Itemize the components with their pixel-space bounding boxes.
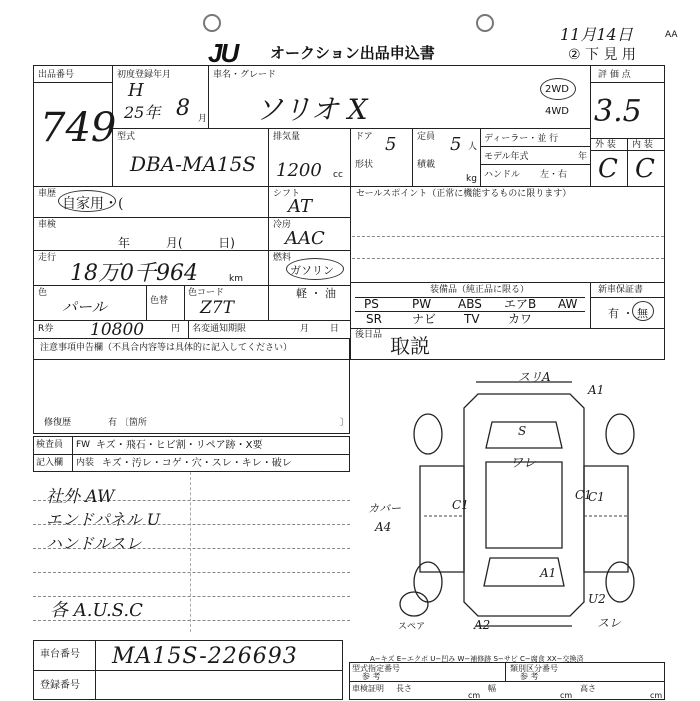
fuel-option-diesel: 軽 ・ 油 — [296, 287, 336, 300]
remark-6: 各 A.U.S.C — [50, 600, 143, 621]
history-label: 車歴 — [38, 189, 57, 199]
inspect-value: 年 月( 日) — [118, 236, 235, 250]
type-ref: 参 考 — [362, 672, 381, 681]
mark-hood: S — [518, 424, 527, 438]
registration-label: 登録番号 — [40, 680, 80, 691]
doors-label: ドア — [355, 132, 373, 142]
interior-items-label: 内装 — [76, 458, 95, 468]
binder-hole-right — [476, 14, 494, 32]
mark-right-door: C1 — [588, 490, 605, 504]
mark-cover: カバー — [368, 502, 401, 515]
notice-value: 月 日 — [300, 324, 339, 334]
mark-rear-right: U2 — [588, 592, 606, 606]
repair-value: 有 〔箇所 — [108, 418, 147, 428]
post-value: 取説 — [390, 334, 430, 358]
warranty-circle — [632, 301, 654, 321]
mileage-label: 走行 — [38, 253, 57, 263]
car-name: ソリオ X — [255, 93, 368, 126]
ext-label: 外 装 — [595, 140, 616, 150]
remark-1: 社外 AW — [46, 487, 115, 507]
color: パール — [62, 298, 107, 316]
warranty-label: 新車保証書 — [598, 285, 644, 295]
history-value: 自家用・( — [62, 196, 124, 212]
ext-grade: C — [598, 154, 618, 184]
equipment-label: 装備品（純正品に限る） — [430, 285, 530, 295]
color-label: 色 — [38, 288, 48, 298]
auction-logo: JU — [208, 38, 238, 68]
first-reg-era: H — [128, 80, 144, 101]
mark-rear: A1 — [540, 566, 557, 580]
fuel: ガソリン — [290, 264, 334, 277]
remark-3: ハンドルスレ — [46, 534, 142, 553]
ac-label: 冷房 — [273, 220, 292, 230]
equip-ps: PS — [364, 297, 379, 311]
first-reg-label: 初度登録年月 — [117, 70, 172, 80]
mark-roof: C1 — [575, 488, 592, 502]
disp-unit: cc — [333, 170, 343, 180]
model-label: 型式 — [117, 132, 136, 142]
capacity: 5 — [450, 134, 462, 155]
int-grade: C — [635, 154, 655, 184]
length-unit: cm — [468, 691, 481, 700]
car-damage-diagram — [380, 372, 670, 637]
remark-2: エンドパネル U — [46, 510, 161, 529]
mileage: 18万0千964 — [70, 261, 198, 286]
drive-2wd-circle — [540, 78, 576, 100]
lot-number: 749 — [40, 105, 117, 151]
interior-items: キズ・汚レ・コゲ・穴・スレ・キレ・破レ — [102, 458, 292, 469]
class-number-label: 類別区分番号 — [510, 664, 558, 673]
copy-type: ② 下 見 用 — [568, 47, 636, 63]
width-label: 幅 — [488, 684, 496, 693]
history-circle — [58, 190, 116, 212]
equip-tv: TV — [464, 312, 480, 326]
disp-label: 排気量 — [273, 132, 301, 142]
form-title: オークション出品申込書 — [270, 44, 435, 62]
mark-left-door: C1 — [452, 498, 469, 512]
inspector-label: 検査員 — [36, 440, 64, 450]
first-reg-year: 25年 — [124, 103, 161, 122]
post-label: 後日品 — [355, 330, 383, 340]
mark-rear-bumper: A2 — [474, 618, 491, 632]
score-label: 評 価 点 — [598, 70, 631, 80]
equip-navi: ナビ — [412, 312, 437, 326]
mark-bumper: スリA — [518, 370, 551, 384]
load-unit: kg — [466, 174, 477, 184]
handle-options: 左・右 — [540, 170, 568, 180]
height-unit: cm — [650, 691, 663, 700]
fuel-label: 燃料 — [273, 253, 292, 263]
dealer-label: ディーラー・並 行 — [484, 134, 559, 144]
ac: AAC — [285, 228, 325, 249]
first-reg-month: 8 — [176, 96, 190, 121]
model-code: DBA-MA15S — [130, 152, 257, 176]
equip-abs: ABS — [458, 297, 482, 311]
shift: AT — [288, 196, 313, 217]
height-label: 高さ — [580, 684, 596, 693]
class-ref: 参 考 — [520, 672, 539, 681]
mark-windshield: ワレ — [510, 456, 537, 471]
score: 3.5 — [594, 94, 642, 129]
repair-label: 修復歴 — [44, 418, 72, 428]
displacement: 1200 — [276, 160, 322, 181]
mark-front-right: A1 — [588, 383, 605, 397]
repair-close: 〕 — [340, 418, 350, 428]
color-code: Z7T — [200, 298, 234, 318]
interior-color-label: 色替 — [150, 296, 169, 306]
lot-label: 出品番号 — [38, 70, 75, 80]
warranty: 有 ・ 無 — [608, 307, 648, 320]
equip-airbag: エアB — [504, 297, 537, 311]
equip-aw: AW — [558, 297, 578, 311]
type-designation-label: 型式指定番号 — [352, 664, 400, 673]
notes-label: 注意事項申告欄（不具合内容等は具体的に記入してください） — [40, 343, 293, 353]
inspector-entry-label: 記入欄 — [36, 458, 64, 468]
mark-scuff: スレ — [597, 616, 622, 630]
model-year-label: モデル年式 — [484, 152, 529, 162]
fuel-circle — [286, 258, 344, 280]
tax-label: R券 — [38, 324, 54, 334]
month-unit: 月 — [198, 114, 208, 124]
sales-label: セールスポイント（正常に機能するものに限ります） — [356, 189, 572, 199]
chassis-number: MA15S-226693 — [112, 644, 298, 669]
inspect-label: 車検 — [38, 220, 57, 230]
mileage-unit: km — [229, 274, 243, 284]
int-label: 内 装 — [632, 140, 653, 150]
shift-label: シフト — [273, 189, 301, 199]
fw-label: FW — [76, 440, 91, 450]
year-unit: 年 — [578, 152, 588, 162]
spare-label: スペア — [398, 622, 426, 632]
handle-label: ハンドル — [484, 170, 521, 180]
chassis-label: 車台番号 — [40, 649, 80, 660]
fw-items: キズ・飛石・ヒビ割・リペア跡・X要 — [96, 440, 263, 451]
tax: 10800 — [90, 320, 145, 340]
drive-4wd: 4WD — [545, 106, 569, 117]
load-label: 積載 — [417, 160, 436, 170]
mark-cover-a4: A4 — [375, 520, 392, 534]
capacity-label: 定員 — [417, 132, 436, 142]
binder-hole-left — [203, 14, 221, 32]
width-unit: cm — [560, 691, 573, 700]
capacity-unit: 人 — [468, 142, 478, 152]
damage-legend: A−キズ E−エクボ U−凹み W−補修跡 S−サビ C−腐食 XX−交換済 — [370, 655, 584, 663]
tax-unit: 円 — [171, 324, 181, 334]
doors: 5 — [385, 134, 397, 155]
equip-leather: カワ — [508, 312, 533, 326]
entry-date: 11月14日 — [560, 25, 633, 44]
date-code: AA — [665, 30, 678, 40]
length-label: 長さ — [396, 684, 412, 693]
car-name-label: 車名・グレード — [213, 70, 277, 80]
shape-label: 形状 — [355, 160, 374, 170]
equip-sr: SR — [366, 312, 382, 326]
drive-2wd: 2WD — [545, 84, 569, 95]
color-code-label: 色コード — [188, 288, 225, 298]
equip-pw: PW — [412, 297, 432, 311]
notice-label: 名変通知期限 — [192, 324, 247, 334]
cert-label: 車検証明 — [352, 684, 384, 693]
